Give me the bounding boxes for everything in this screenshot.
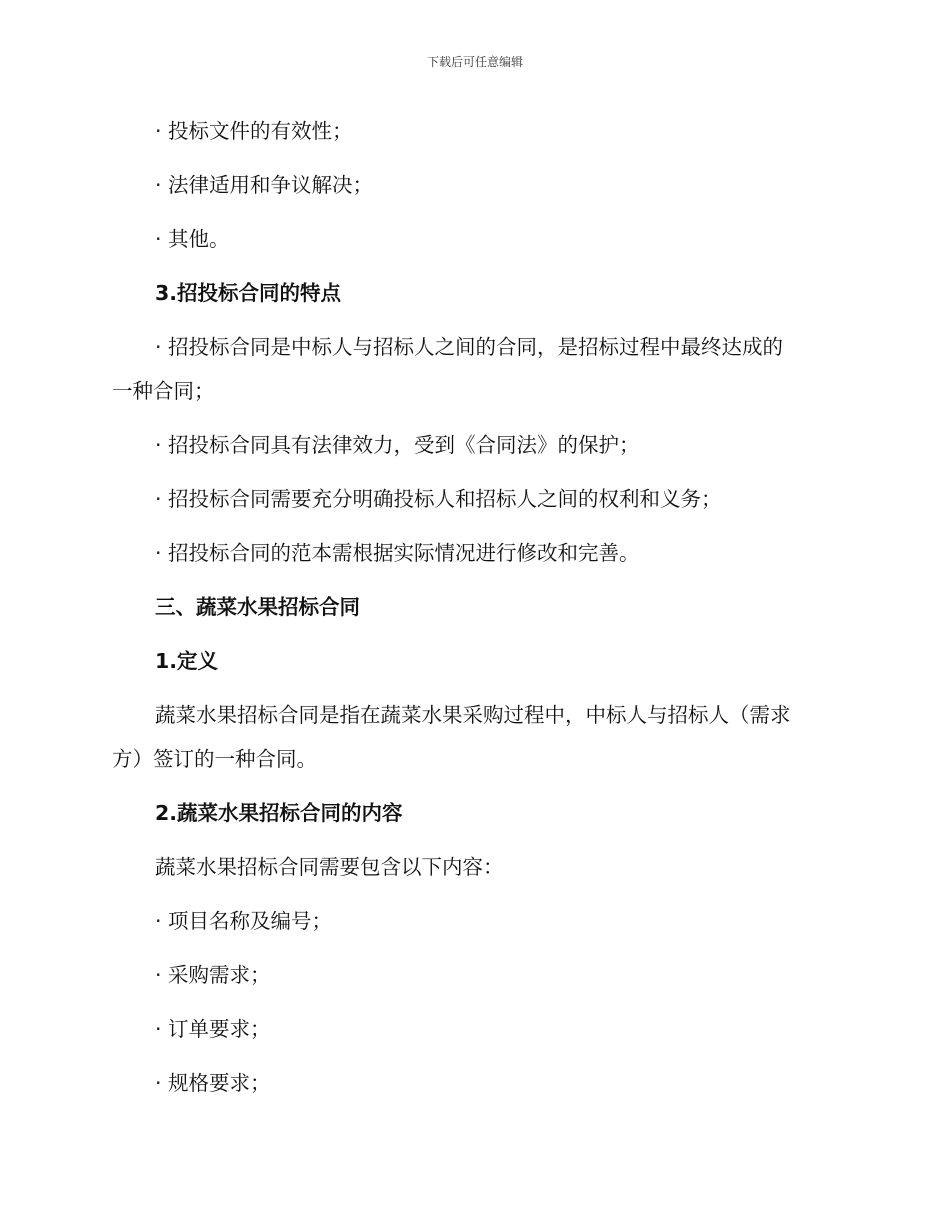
- bullet-item: · 投标文件的有效性；: [155, 119, 353, 143]
- bullet-item: · 采购需求；: [155, 963, 271, 987]
- bullet-item: · 招投标合同需要充分明确投标人和招标人之间的权利和义务；: [155, 487, 722, 511]
- paragraph: 蔬菜水果招标合同需要包含以下内容：: [155, 855, 504, 879]
- chapter-heading: 三、蔬菜水果招标合同: [155, 595, 360, 619]
- bullet-item: · 招投标合同具有法律效力，受到《合同法》的保护；: [155, 433, 640, 457]
- bullet-item: · 规格要求；: [155, 1071, 271, 1095]
- section-heading: 1.定义: [155, 649, 219, 673]
- paragraph-continuation: 方）签订的一种合同。: [112, 747, 317, 771]
- bullet-item: · 项目名称及编号；: [155, 909, 333, 933]
- page-header: 下载后可任意编辑: [426, 55, 523, 69]
- section-heading: 3.招投标合同的特点: [155, 281, 342, 305]
- paragraph: 蔬菜水果招标合同是指在蔬菜水果采购过程中，中标人与招标人（需求: [155, 703, 791, 727]
- bullet-item: · 法律适用和争议解决；: [155, 173, 374, 197]
- bullet-item: · 其他。: [155, 227, 230, 251]
- bullet-item: · 订单要求；: [155, 1017, 271, 1041]
- section-heading: 2.蔬菜水果招标合同的内容: [155, 801, 403, 825]
- bullet-item-continuation: 一种合同；: [112, 379, 215, 403]
- bullet-item: · 招投标合同的范本需根据实际情况进行修改和完善。: [155, 541, 640, 565]
- document-body: [112, 109, 832, 1105]
- bullet-item: · 招投标合同是中标人与招标人之间的合同，是招标过程中最终达成的: [155, 335, 784, 359]
